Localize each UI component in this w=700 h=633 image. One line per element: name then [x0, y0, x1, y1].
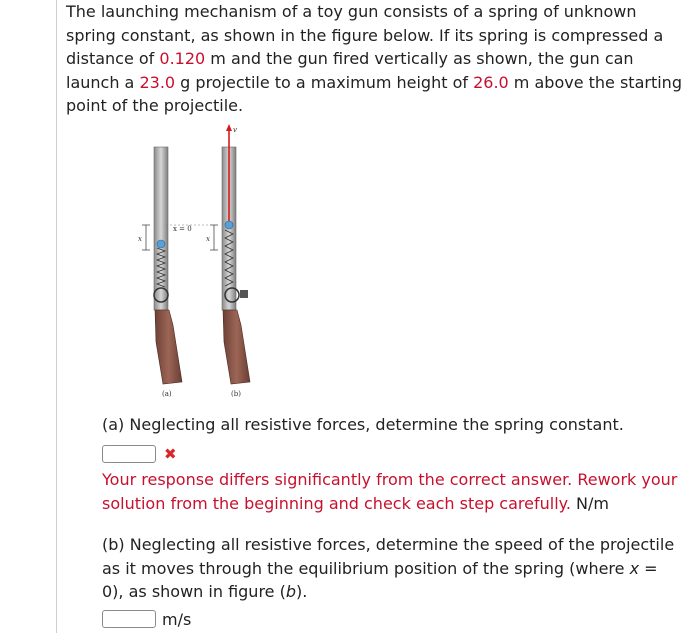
figure-label-b: (b) — [231, 390, 241, 398]
toy-gun-diagram — [128, 120, 278, 400]
x0-label: x = 0 — [173, 225, 192, 233]
part-b-question-3: ). — [296, 582, 308, 601]
part-b — [102, 533, 682, 631]
part-b-fig-ref: b — [285, 582, 296, 601]
part-a-feedback: Your response differs significantly from the correct answer. Rework your solution from the beginning and check each step carefully. — [102, 470, 678, 513]
part-b-question-2: = 0), as shown in figure ( — [102, 558, 658, 601]
x-label-b: x — [206, 235, 210, 243]
problem-text-3: g projectile to a maximum height of — [175, 72, 474, 92]
problem-statement — [66, 0, 686, 118]
x-label-a: x — [138, 235, 142, 243]
figure-label-a: (a) — [162, 390, 172, 398]
part-a-unit: N/m — [576, 493, 609, 513]
compression-value: 0.120 — [159, 49, 206, 68]
gun-b — [206, 124, 250, 398]
v-label: v — [233, 126, 237, 134]
part-b-unit: m/s — [162, 609, 192, 629]
part-b-x-var: x — [629, 558, 640, 578]
problem-text-4: m above the starting point of the projectile. — [66, 72, 682, 115]
part-a — [102, 413, 682, 515]
part-a-feedback-block — [102, 468, 682, 515]
height-value: 26.0 — [473, 72, 509, 92]
part-b-answer-input[interactable] — [102, 610, 156, 628]
part-b-question-1: (b) Neglecting all resistive forces, determine the speed of the projectile as it moves through the equilibrium position of the spring (where — [102, 535, 675, 578]
part-a-question: (a) Neglecting all resistive forces, determine the spring constant. — [102, 415, 624, 434]
problem-text-1: The launching mechanism of a toy gun consists of a spring of unknown spring constant, as shown in the figure below. If its spring is compressed a distance of — [66, 2, 664, 68]
left-border-rule — [56, 0, 57, 633]
problem-text-2: m and the gun fired vertically as shown, the gun can launch a — [66, 49, 634, 92]
incorrect-x-icon: ✖ — [164, 444, 177, 463]
toy-gun-figure — [128, 120, 278, 400]
mass-value: 23.0 — [139, 72, 176, 92]
gun-a — [138, 147, 208, 398]
part-a-answer-input[interactable] — [102, 445, 156, 463]
part-b-question — [102, 533, 682, 604]
